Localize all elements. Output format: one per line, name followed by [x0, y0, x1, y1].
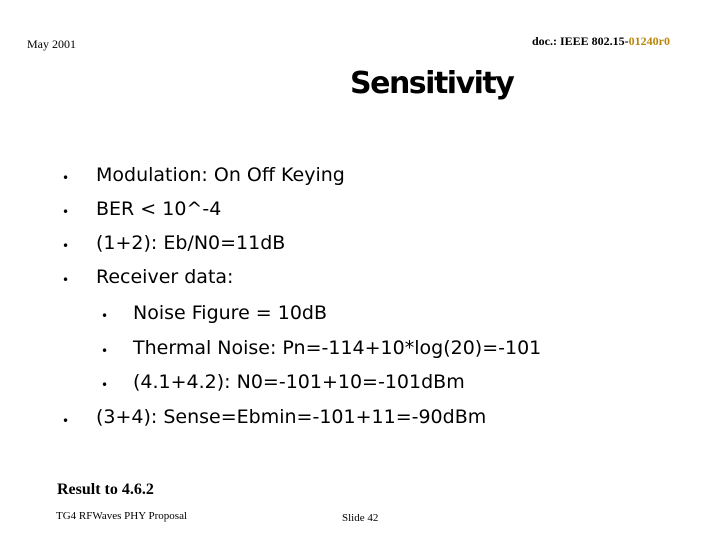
document-id — [532, 34, 670, 49]
bullet-marker: • — [62, 239, 70, 253]
footer-slide-number: Slide 42 — [342, 512, 379, 524]
sub-bullet-noise-figure: Noise Figure = 10dB — [133, 302, 328, 324]
bullet-marker: • — [62, 414, 70, 428]
result-note: Result to 4.6.2 — [57, 481, 154, 498]
footer-left: TG4 RFWaves PHY Proposal — [56, 510, 188, 522]
doc-id-revision: 01240r0 — [628, 34, 670, 48]
bullet-modulation: Modulation: On Off Keying — [96, 164, 345, 186]
bullet-sense: (3+4): Sense=Ebmin=-101+11=-90dBm — [96, 406, 487, 428]
sub-bullet-thermal-noise: Thermal Noise: Pn=-114+10*log(20)=-101 — [133, 337, 542, 359]
sub-bullet-marker: • — [101, 344, 109, 358]
bullet-marker: • — [62, 171, 70, 185]
bullet-marker: • — [62, 273, 70, 287]
bullet-ber: BER < 10^-4 — [96, 198, 222, 220]
bullet-eb-n0: (1+2): Eb/N0=11dB — [96, 232, 286, 254]
sub-bullet-marker: • — [101, 378, 109, 392]
sub-bullet-marker: • — [101, 309, 109, 323]
header-date: May 2001 — [27, 37, 76, 51]
slide-title: Sensitivity — [350, 66, 514, 101]
bullet-marker: • — [62, 205, 70, 219]
doc-id-prefix: doc.: IEEE 802.15- — [531, 34, 629, 48]
bullet-receiver-data: Receiver data: — [96, 266, 234, 288]
sub-bullet-n0: (4.1+4.2): N0=-101+10=-101dBm — [133, 371, 465, 393]
